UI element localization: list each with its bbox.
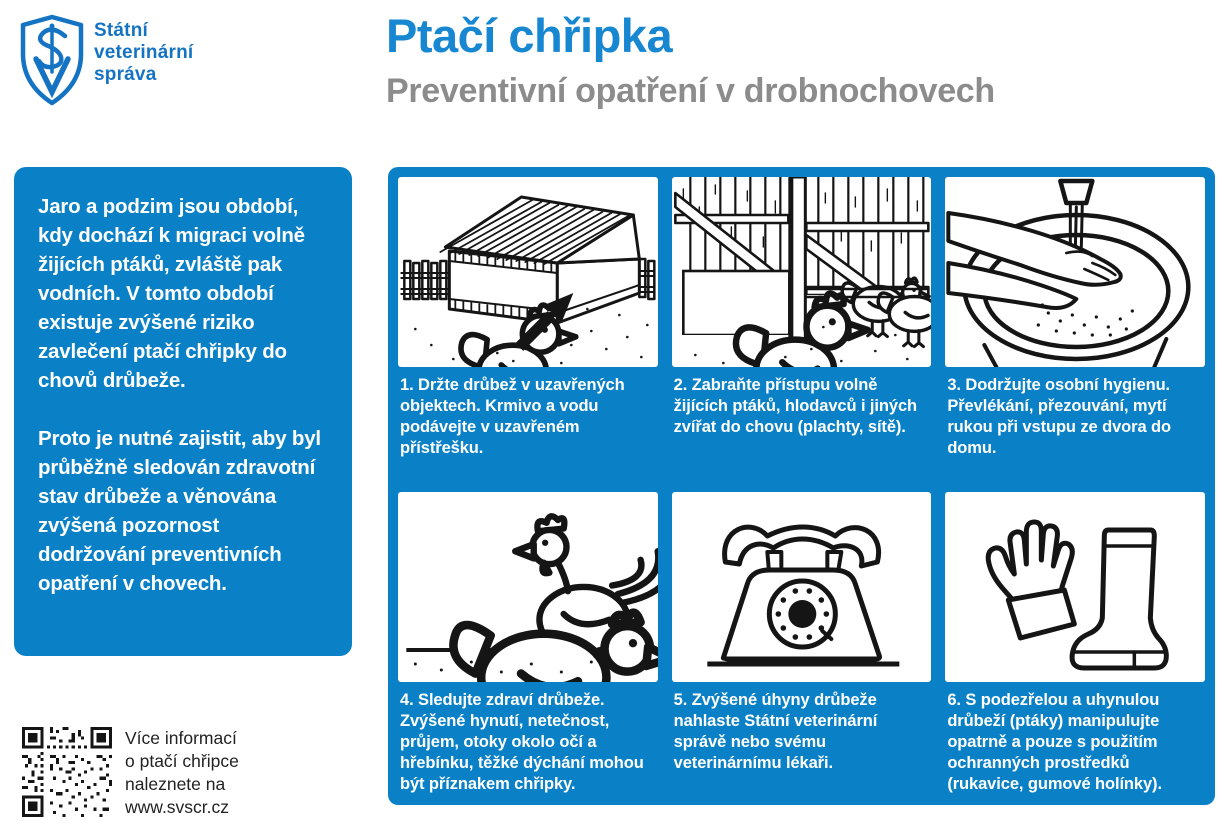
more-info-text: [125, 727, 239, 819]
panel-1: [398, 177, 658, 480]
panel-caption: 3. Dodržujte osobní hygienu. Převlékání, přezouvání, mytí rukou při vstupu ze dvora do domu.: [947, 376, 1171, 457]
telephone-illustration: [672, 492, 932, 682]
logo-line: Státní: [94, 20, 148, 41]
rooster-and-hen-illustration: [398, 492, 658, 682]
info-line: Více informací: [125, 728, 237, 748]
panel-caption: 2. Zabraňte přístupu volně žijících ptáků, hlodavců i jiných zvířat do chovu (plachty, sítě).: [673, 376, 917, 436]
barn-interior-illustration: [672, 177, 932, 367]
panel-6: [945, 492, 1205, 795]
qr-code: [22, 727, 112, 817]
panel-4: [398, 492, 658, 795]
panel-caption: 4. Sledujte zdraví drůbeže. Zvýšené hynutí, netečnost, průjem, otoky okolo očí a hřebínku, těžké dýchání mohou být příznakem chřipky.: [400, 691, 644, 793]
panel-caption: 1. Držte drůbež v uzavřených objektech. Krmivo a vodu podávejte v uzavřeném přístřešku.: [400, 376, 625, 457]
glove-and-boot-illustration: [945, 492, 1205, 682]
intro-text-box: [14, 167, 352, 656]
intro-paragraph-2: Proto je nutné zajistit, aby byl průběžně sledován zdravotní stav drůbeže a věnována zvýšená pozornost dodržování preventivních opatření v chovech.: [38, 427, 321, 595]
logo-line: správa: [94, 64, 157, 85]
svs-shield-logo-icon: [20, 13, 84, 107]
measures-grid: [388, 167, 1215, 805]
poultry-house-illustration: [398, 177, 658, 367]
hand-washing-illustration: [945, 177, 1205, 367]
info-line: o ptačí chřipce: [125, 751, 239, 771]
website-url: www.svscr.cz: [125, 797, 230, 817]
page-subtitle: Preventivní opatření v drobnochovech: [386, 72, 995, 110]
page-title: Ptačí chřipka: [386, 9, 673, 62]
logo-wordmark: [94, 20, 193, 86]
panel-2: [672, 177, 932, 480]
info-line: naleznete na: [125, 774, 226, 794]
panel-caption: 5. Zvýšené úhyny drůbeže nahlaste Státní veterinární správě nebo svému veterinárnímu lékaři.: [673, 691, 878, 772]
panel-3: [945, 177, 1205, 480]
intro-paragraph-1: Jaro a podzim jsou období, kdy dochází k migraci volně žijících ptáků, zvláště pak vodních. V tomto období existuje zvýšené riziko zavlečení ptačí chřipky do chovů drůbeže.: [38, 195, 305, 392]
panel-5: [672, 492, 932, 795]
panel-caption: 6. S podezřelou a uhynulou drůbeží (ptáky) manipulujte opatrně a pouze s použitím ochranných prostředků (rukavice, gumové holínky).: [947, 691, 1162, 793]
logo-line: veterinární: [94, 42, 194, 63]
